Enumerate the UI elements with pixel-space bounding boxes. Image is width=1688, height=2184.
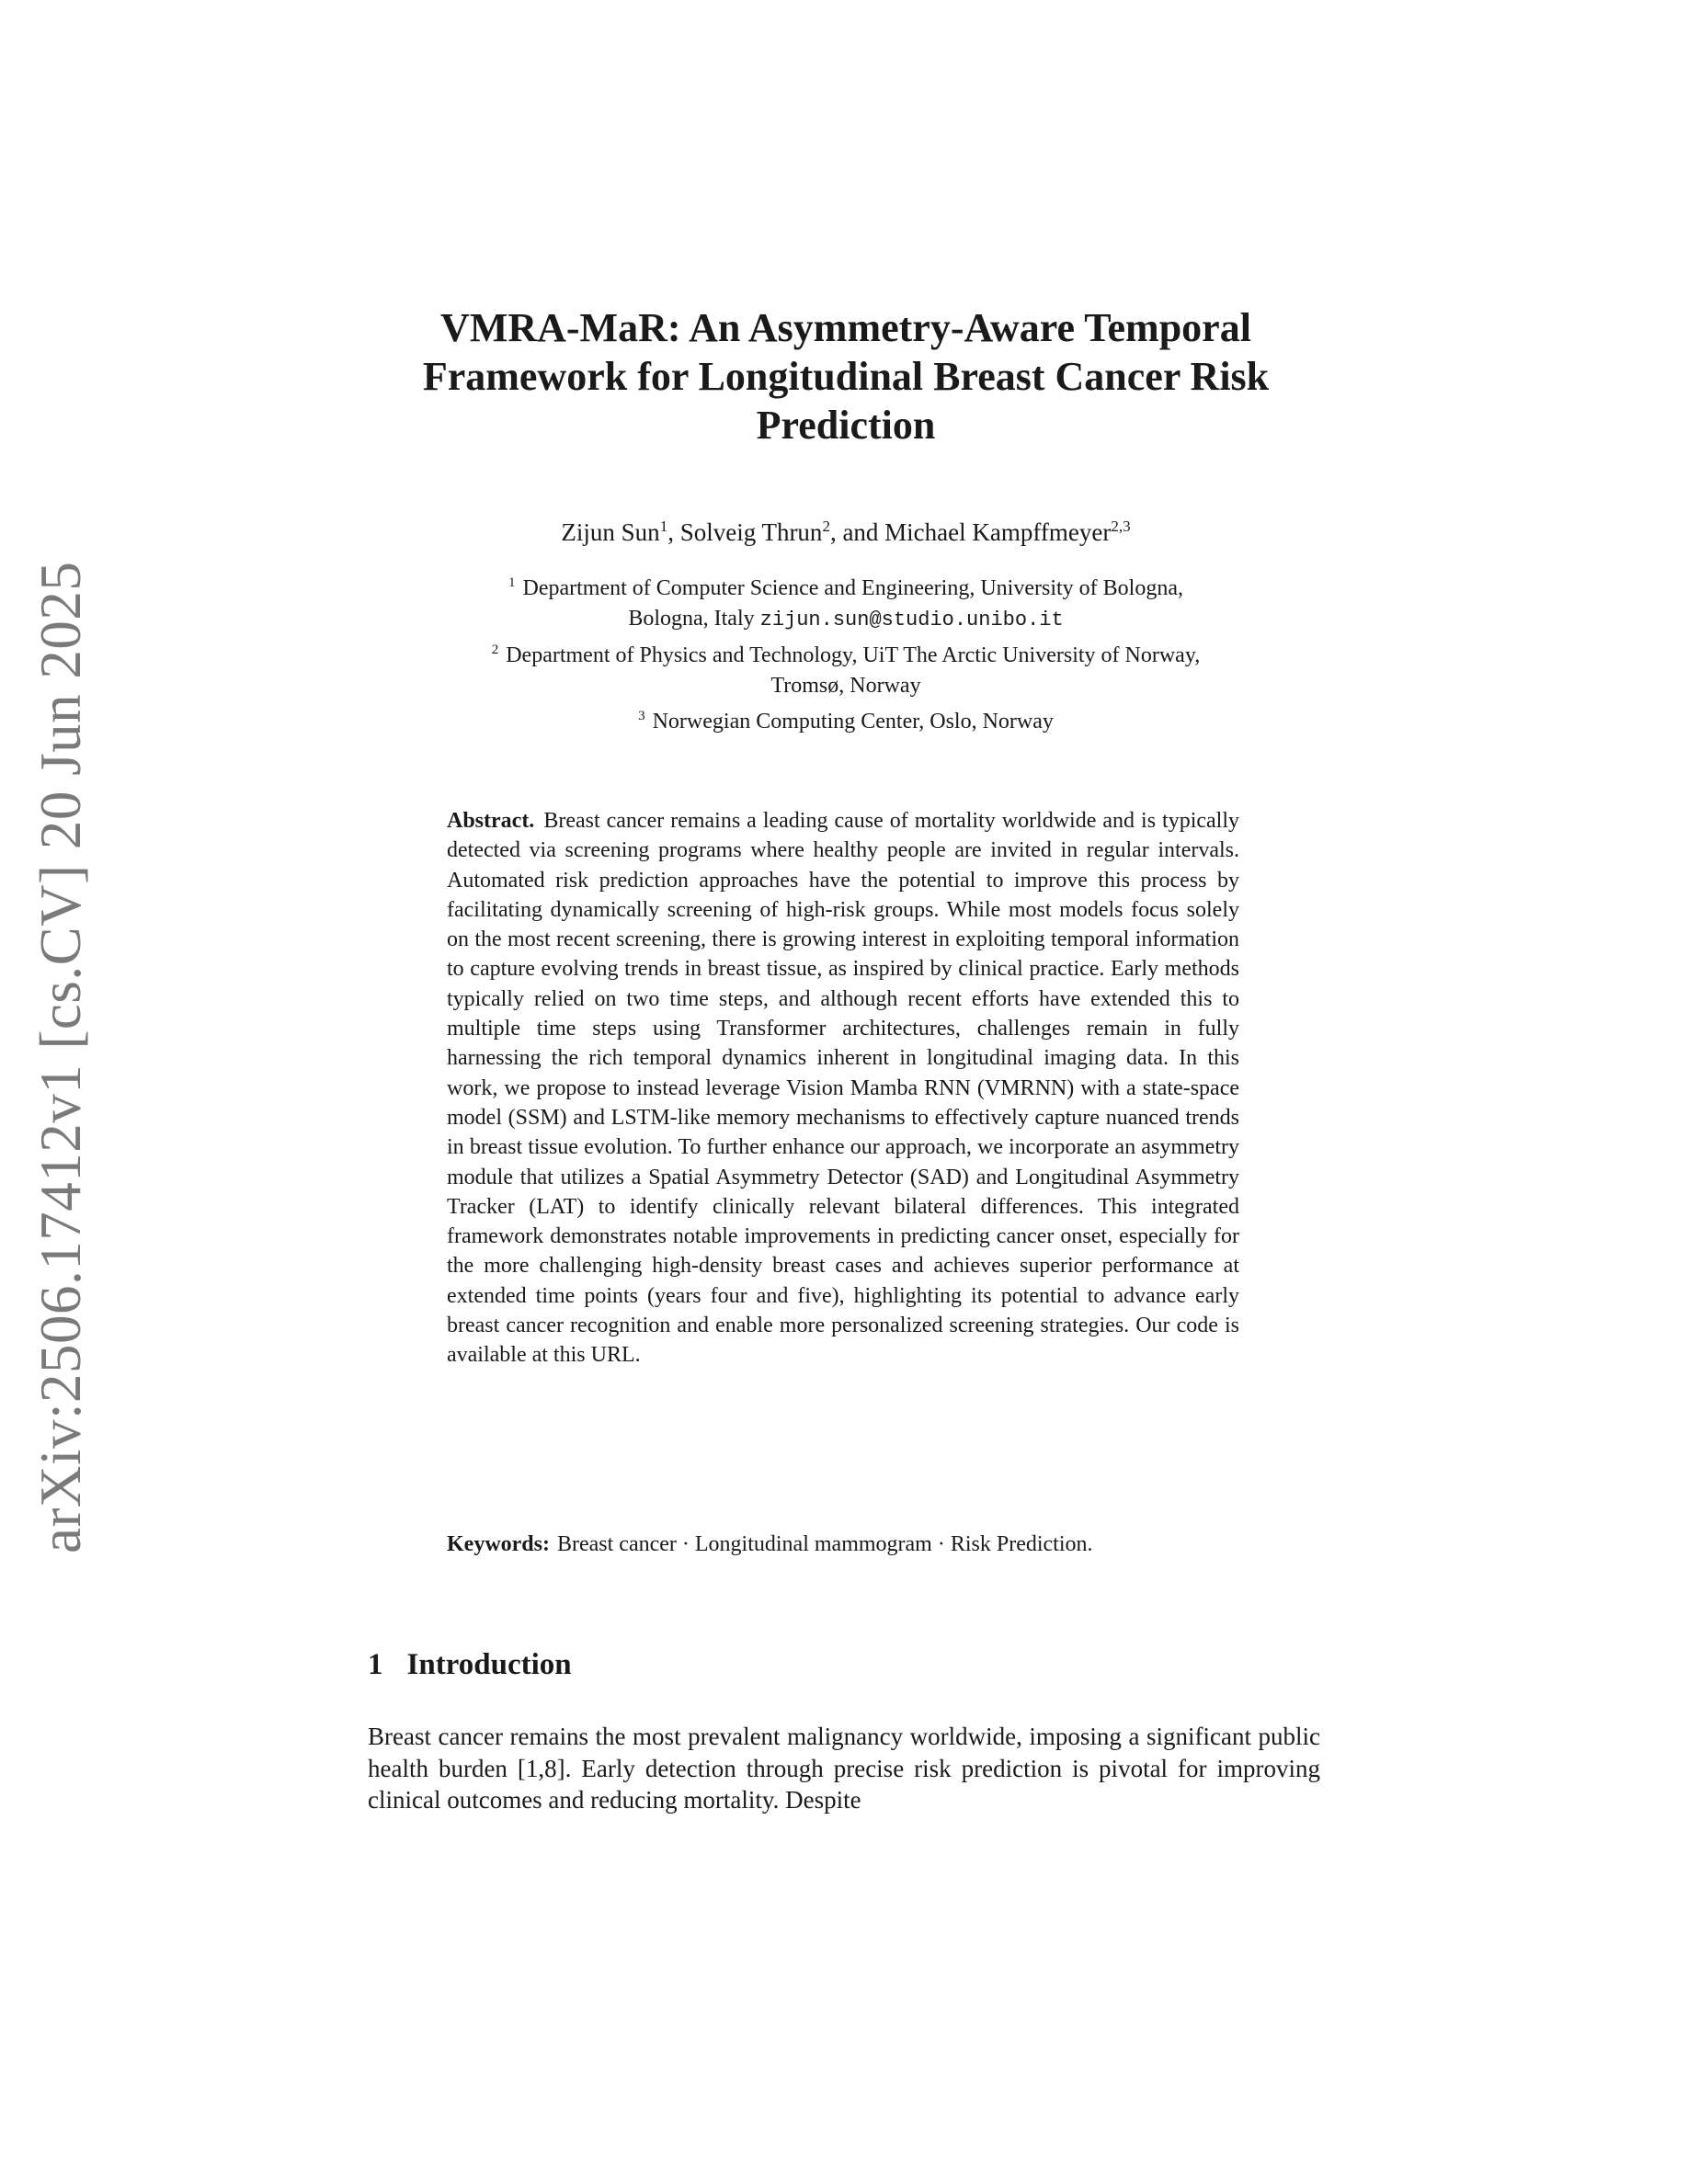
affiliation-text: Department of Computer Science and Engineering, University of Bologna, [522,576,1183,600]
keywords-label: Keywords: [447,1532,550,1556]
section-heading [368,1648,572,1682]
author-affiliation-mark: 2,3 [1111,518,1131,535]
author-separator: , [667,518,680,546]
affiliation-line [368,671,1324,701]
author-affiliation-mark: 2 [822,518,830,535]
title-line: VMRA-MaR: An Asymmetry-Aware Temporal [440,305,1251,350]
author-list [368,511,1324,548]
title-line: Prediction [756,403,936,448]
abstract-block [447,806,1239,1371]
affiliation-text: Tromsø, Norway [770,674,921,698]
affiliation-number: 1 [508,575,516,590]
affiliation-line [368,568,1324,604]
affiliation-text: Department of Physics and Technology, UiT The Arctic University of Norway, [506,643,1201,667]
title-line: Framework for Longitudinal Breast Cancer Risk [422,354,1270,399]
affiliation-list [368,568,1324,737]
abstract-label: Abstract. [447,809,535,833]
paper-title [331,303,1361,449]
author-name: Michael Kampffmeyer [884,518,1112,546]
keywords-block [447,1530,1239,1559]
affiliation-text: Bologna, Italy [628,607,760,631]
introduction-paragraph: Breast cancer remains the most prevalent malignancy worldwide, imposing a significant public health burden [1,8]. Early detection through precise risk prediction is pivotal for improving clinical outcomes and reducing mortality. Despite [368,1723,1320,1814]
affiliation-line [368,701,1324,737]
author-name: Solveig Thrun [679,518,823,546]
author-separator: , and [829,518,885,546]
affiliation-number: 3 [638,709,645,723]
author-email-link[interactable]: zijun.sun@studio.unibo.it [759,609,1064,631]
arxiv-identifier: arXiv:2506.17412v1 [cs.CV] 20 Jun 2025 [29,561,93,1553]
abstract-text: Breast cancer remains a leading cause of mortality worldwide and is typically detected via screening programs where healthy people are invited in regular intervals. Automated risk prediction approaches have the potential to improve this process by facilitating dynamically screening of high-risk groups. While most models focus solely on the most recent screening, there is growing interest in exploiting temporal information to capture evolving trends in breast tissue, as inspired by clinical practice. Early methods typically relied on two time steps, and although recent efforts have extended this to multiple time steps using Transformer architectures, challenges remain in fully harnessing the rich temporal dynamics inherent in longitudinal imaging data. In this work, we propose to instead leverage Vision Mamba RNN (VMRNN) with a state-space model (SSM) and LSTM-like memory mechanisms to effectively capture nuanced trends in breast tissue evolution. To further enhance our approach, we incorporate an asymmetry module that utilizes a Spatial Asymmetry Detector (SAD) and Longitudinal Asymmetry Tracker (LAT) to identify clinically relevant bilateral differences. This integrated framework demonstrates notable improvements in predicting cancer onset, especially for the more challenging high-density breast cases and achieves superior performance at extended time points (years four and five), highlighting its potential to advance early breast cancer recognition and enable more personalized screening strategies. Our code is available at this URL. [447,809,1239,1368]
affiliation-text: Norwegian Computing Center, Oslo, Norway [652,710,1054,734]
section-title: Introduction [406,1648,572,1681]
keywords-text: Breast cancer · Longitudinal mammogram · Risk Prediction. [556,1532,1093,1556]
author-affiliation-mark: 1 [659,518,668,535]
affiliation-line [368,604,1324,635]
affiliation-line [368,635,1324,671]
affiliation-number: 2 [491,643,499,657]
section-number: 1 [368,1648,383,1681]
author-name: Zijun Sun [561,518,660,546]
